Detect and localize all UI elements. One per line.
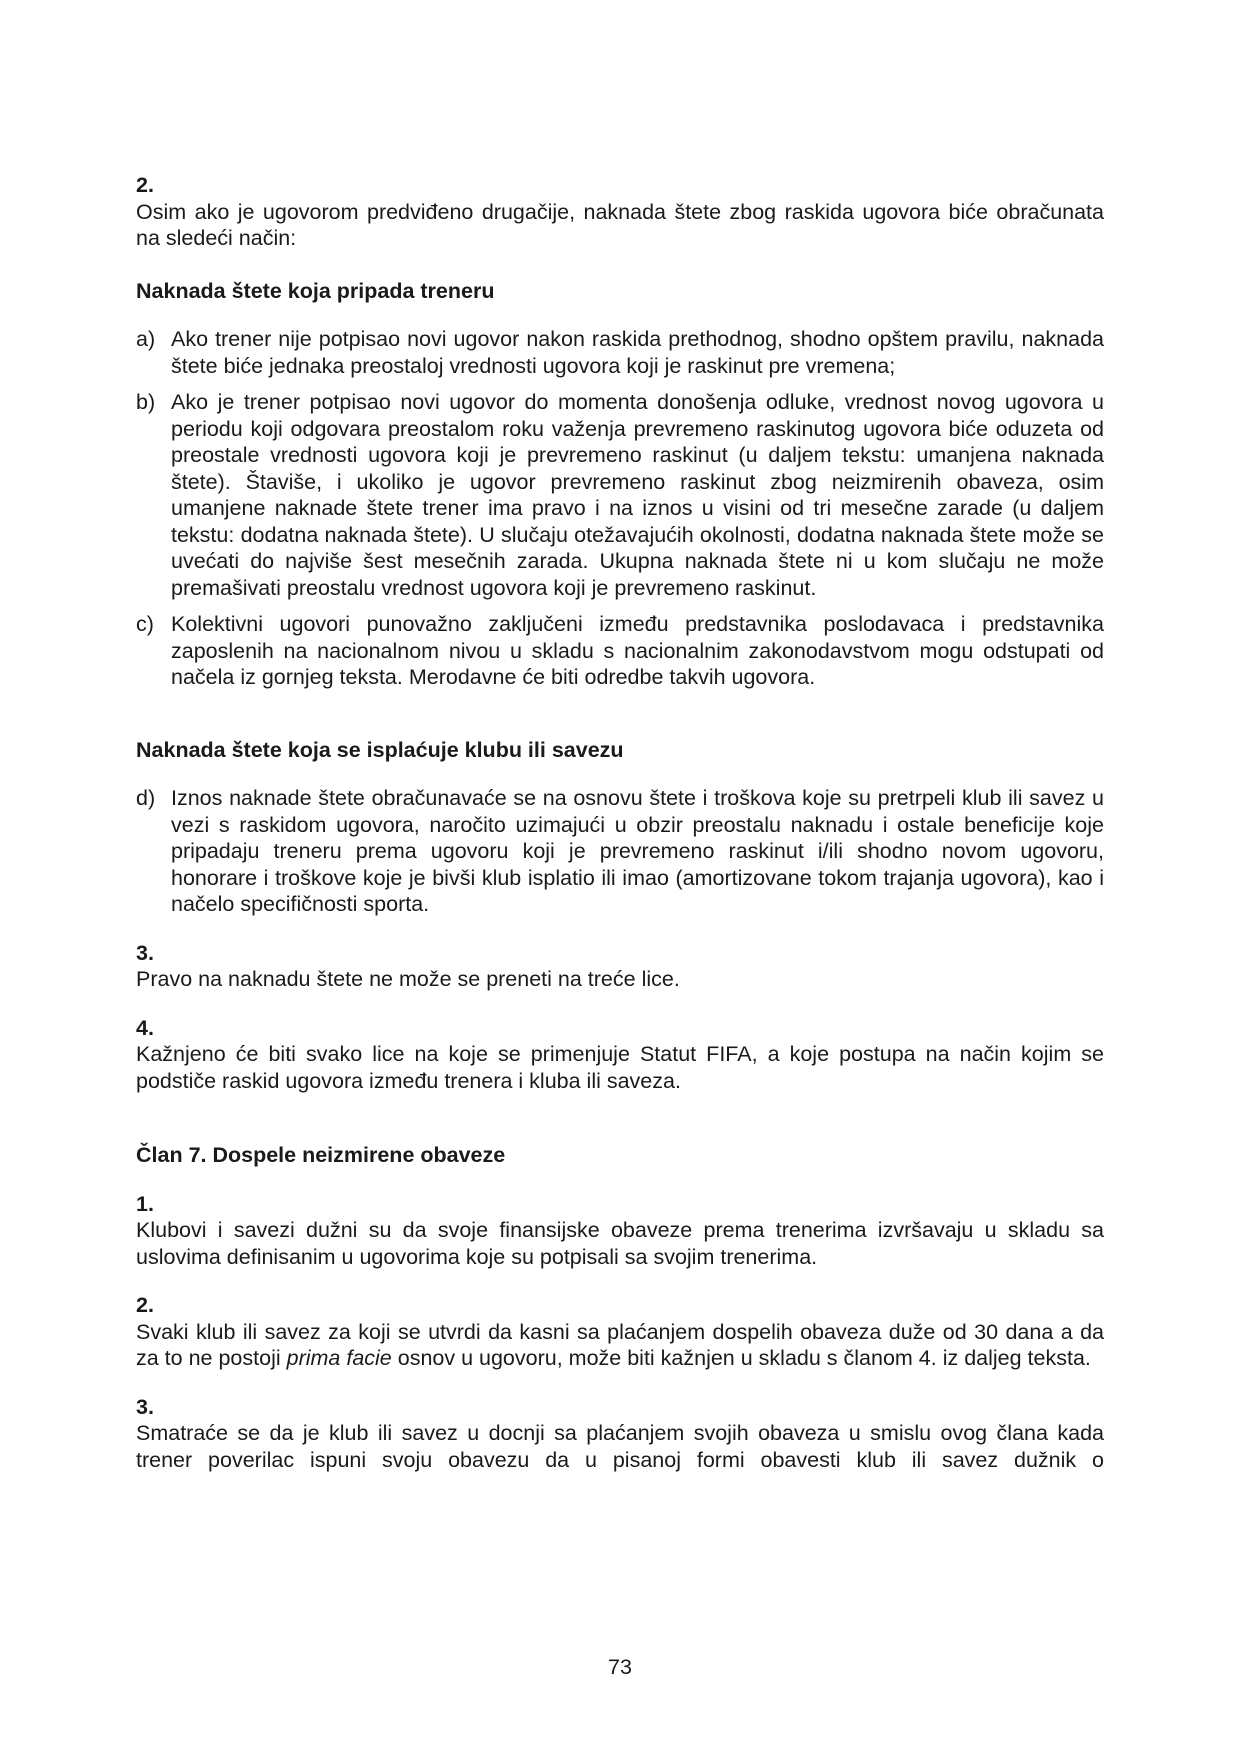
paragraph-number: 3.: [136, 1394, 154, 1419]
list: [136, 785, 1104, 918]
list-item: [136, 785, 1104, 918]
section-heading: Naknada štete koja pripada treneru: [136, 278, 495, 303]
page-number: 73: [608, 1655, 632, 1679]
section-text: Pravo na naknadu štete ne može se preneti na treće lice.: [136, 967, 680, 991]
paragraph-text-part: osnov u ugovoru, može biti kažnjen u skladu s članom 4. iz daljeg teksta.: [391, 1346, 1091, 1370]
list-item-text: Iznos naknade štete obračunavaće se na osnovu štete i troškova koje su pretrpeli klub ili savez u vezi s raskidom ugovora, naročito uzimajući u obzir preostalu naknadu i ostale beneficije koje pripadaju treneru prema ugovoru koji je prevremeno raskinut i/ili shodno novom ugovoru, honorare i troškove koje je bivši klub isplatio ili imao (amortizovane tokom trajanja ugovora), kao i načelo specifičnosti sporta.: [171, 786, 1104, 916]
section-number: 4.: [136, 1015, 154, 1040]
article-title: Član 7. Dospele neizmirene obaveze: [136, 1143, 506, 1167]
list-item-text: Ako je trener potpisao novi ugovor do momenta donošenja odluke, vrednost novog ugovora u periodu koji odgovara preostalom roku važenja prevremeno raskinutog ugovora biće oduzeta od preostale vrednosti ugovora koji je prevremeno raskinut (u daljem tekstu: umanjena naknada štete). Štaviše, i ukoliko je ugovor prevremeno raskinut zbog neizmirenih obaveza, osim umanjene naknade štete trener ima pravo i na iznos u visini od tri mesečne zarade (u daljem tekstu: dodatna naknada štete). U slučaju otežavajućih okolnosti, dodatna naknada štete može se uvećati do najviše šest mesečnih zarada. Ukupna naknada štete ni u kom slučaju ne može premašivati preostalu vrednost ugovora koji je prevremeno raskinut.: [171, 390, 1104, 600]
list-marker: a): [136, 327, 156, 351]
section-heading: Naknada štete koja se isplaćuje klubu ili savezu: [136, 737, 624, 762]
list-marker: b): [136, 390, 156, 414]
paragraph-number: 1.: [136, 1191, 154, 1216]
section-text: Kažnjeno će biti svako lice na koje se primenjuje Statut FIFA, a koje postupa na način kojim se podstiče raskid ugovora između trenera i kluba ili saveza.: [136, 1042, 1104, 1093]
section-number: 2.: [136, 173, 154, 197]
list-item-text: Kolektivni ugovori punovažno zaključeni između predstavnika poslodavaca i predstavnika zaposlenih na nacionalnom nivou u skladu s nacionalnim zakonodavstvom mogu odstupati od načela iz gornjeg teksta. Merodavne će biti odredbe takvih ugovora.: [171, 612, 1104, 689]
section-number: 3.: [136, 940, 154, 965]
latin-term: prima facie: [286, 1346, 392, 1370]
paragraph-number: 2.: [136, 1293, 154, 1317]
paragraph-text: Klubovi i savezi dužni su da svoje finansijske obaveze prema trenerima izvršavaju u skladu sa uslovima definisanim u ugovorima koje su potpisali sa svojim trenerima.: [136, 1218, 1104, 1269]
list-marker: d): [136, 786, 156, 810]
paragraph-text: [136, 1319, 1104, 1372]
list-item: [136, 326, 1104, 379]
section-text: Osim ako je ugovorom predviđeno drugačije, naknada štete zbog raskida ugovora biće obračunata na sledeći način:: [136, 199, 1104, 250]
list-item-text: Ako trener nije potpisao novi ugovor nakon raskida prethodnog, shodno opštem pravilu, naknada štete biće jednaka preostaloj vrednosti ugovora koji je raskinut pre vremena;: [171, 327, 1104, 378]
list-item: [136, 389, 1104, 601]
paragraph-text: Smatraće se da je klub ili savez u docnji sa plaćanjem svojih obaveza u smislu ovog člana kada trener poverilac ispuni svoju obavezu da u pisanoj formi obavesti klub ili savez dužnik o: [136, 1421, 1104, 1472]
list: [136, 326, 1104, 691]
list-marker: c): [136, 612, 154, 636]
paragraph-text-part: Svaki klub ili savez za koji se utvrdi da kasni sa plaćanjem dospelih obaveza duže od 30 dana a da za to ne postoji: [136, 1319, 1104, 1370]
document-page: [136, 172, 1104, 1473]
list-item: [136, 611, 1104, 691]
